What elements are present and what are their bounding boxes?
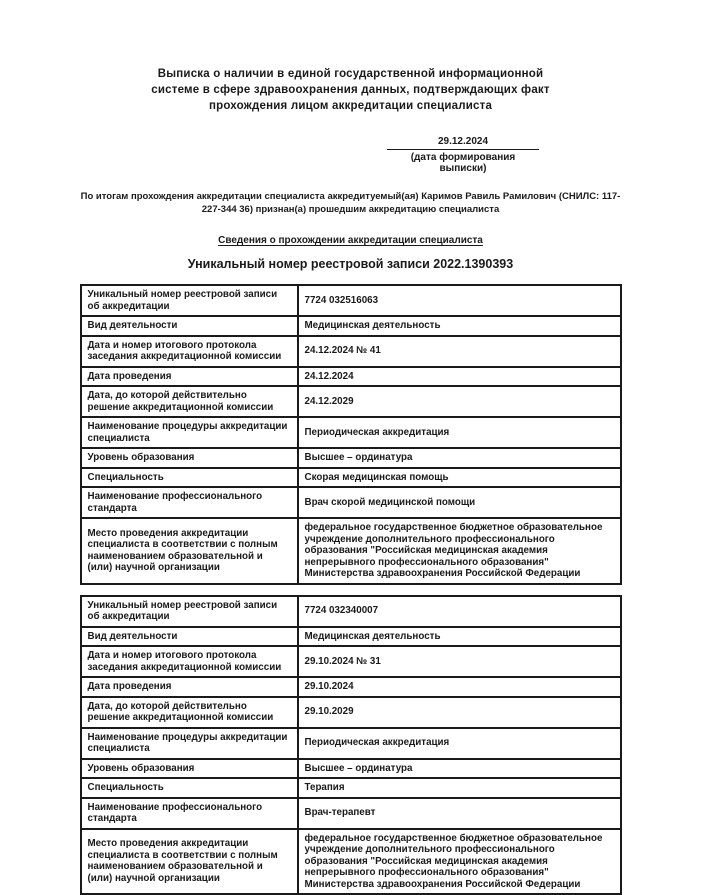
field-label: Специальность	[81, 468, 298, 488]
table-row	[81, 487, 621, 518]
field-label: Дата, до которой действительно решение аккредитационной комиссии	[81, 697, 298, 728]
field-value: 29.10.2029	[298, 697, 621, 728]
document-title-line-3: прохождения лицом аккредитации специалиста	[0, 98, 701, 114]
field-label: Уровень образования	[81, 448, 298, 468]
field-value: 29.10.2024	[298, 677, 621, 697]
table-row	[81, 697, 621, 728]
field-value: 24.12.2024 № 41	[298, 336, 621, 367]
field-value: Терапия	[298, 778, 621, 798]
field-value: 7724 032516063	[298, 285, 621, 316]
field-value: Скорая медицинская помощь	[298, 468, 621, 488]
field-label: Специальность	[81, 778, 298, 798]
field-value: 24.12.2029	[298, 386, 621, 417]
field-value: Высшее – ординатура	[298, 448, 621, 468]
field-label: Дата и номер итогового протокола заседания аккредитационной комиссии	[81, 336, 298, 367]
field-value: Периодическая аккредитация	[298, 417, 621, 448]
table-row	[81, 677, 621, 697]
document-title	[0, 0, 701, 114]
table-row	[81, 468, 621, 488]
field-label: Место проведения аккредитации специалиста в соответствии с полным наименованием образовательной и (или) научной организации	[81, 518, 298, 584]
field-label: Наименование процедуры аккредитации специалиста	[81, 728, 298, 759]
table-row	[81, 728, 621, 759]
table-row	[81, 646, 621, 677]
field-value: Врач-терапевт	[298, 798, 621, 829]
table-row	[81, 336, 621, 367]
formation-date-block	[387, 136, 539, 174]
formation-date-value: 29.12.2024	[387, 136, 539, 150]
field-value: Периодическая аккредитация	[298, 728, 621, 759]
table-row	[81, 316, 621, 336]
table-row	[81, 367, 621, 387]
field-value: 24.12.2024	[298, 367, 621, 387]
table-row	[81, 798, 621, 829]
document-title-line-2: системе в сфере здравоохранения данных, подтверждающих факт	[0, 82, 701, 98]
field-value: Медицинская деятельность	[298, 627, 621, 647]
document-title-line-1: Выписка о наличии в единой государственной информационной	[0, 66, 701, 82]
table-row	[81, 596, 621, 627]
registry-number-heading: Уникальный номер реестровой записи 2022.1390393	[0, 257, 701, 271]
table-row	[81, 417, 621, 448]
table-row	[81, 627, 621, 647]
field-value: федеральное государственное бюджетное образовательное учреждение дополнительного профессионального образования "Российская медицинская академия непрерывного профессионального образования" Министерства здравоохранения Российской Федерации	[298, 829, 621, 895]
table-row	[81, 778, 621, 798]
field-label: Наименование процедуры аккредитации специалиста	[81, 417, 298, 448]
field-label: Дата проведения	[81, 677, 298, 697]
field-value: Медицинская деятельность	[298, 316, 621, 336]
field-label: Дата и номер итогового протокола заседания аккредитационной комиссии	[81, 646, 298, 677]
table-row	[81, 829, 621, 895]
table-row	[81, 759, 621, 779]
field-label: Вид деятельности	[81, 316, 298, 336]
field-label: Дата, до которой действительно решение аккредитационной комиссии	[81, 386, 298, 417]
table-row	[81, 285, 621, 316]
field-label: Уникальный номер реестровой записи об аккредитации	[81, 596, 298, 627]
accreditation-table-1	[80, 284, 622, 585]
table-row	[81, 448, 621, 468]
section-heading: Сведения о прохождении аккредитации специалиста	[0, 235, 701, 246]
field-label: Уровень образования	[81, 759, 298, 779]
table-row	[81, 518, 621, 584]
field-label: Наименование профессионального стандарта	[81, 798, 298, 829]
field-value: 7724 032340007	[298, 596, 621, 627]
table-row	[81, 386, 621, 417]
intro-paragraph: По итогам прохождения аккредитации специалиста аккредитуемый(ая) Каримов Равиль Рамилович (СНИЛС: 117-227-344 36) признан(а) прошедшим аккредитацию специалиста	[77, 190, 625, 216]
formation-date-caption: (дата формирования выписки)	[387, 150, 539, 174]
field-value: федеральное государственное бюджетное образовательное учреждение дополнительного профессионального образования "Российская медицинская академия непрерывного профессионального образования" Министерства здравоохранения Российской Федерации	[298, 518, 621, 584]
field-label: Уникальный номер реестровой записи об аккредитации	[81, 285, 298, 316]
field-label: Место проведения аккредитации специалиста в соответствии с полным наименованием образовательной и (или) научной организации	[81, 829, 298, 895]
accreditation-table-2	[80, 595, 622, 895]
field-label: Наименование профессионального стандарта	[81, 487, 298, 518]
field-value: 29.10.2024 № 31	[298, 646, 621, 677]
field-label: Дата проведения	[81, 367, 298, 387]
field-value: Высшее – ординатура	[298, 759, 621, 779]
field-value: Врач скорой медицинской помощи	[298, 487, 621, 518]
field-label: Вид деятельности	[81, 627, 298, 647]
